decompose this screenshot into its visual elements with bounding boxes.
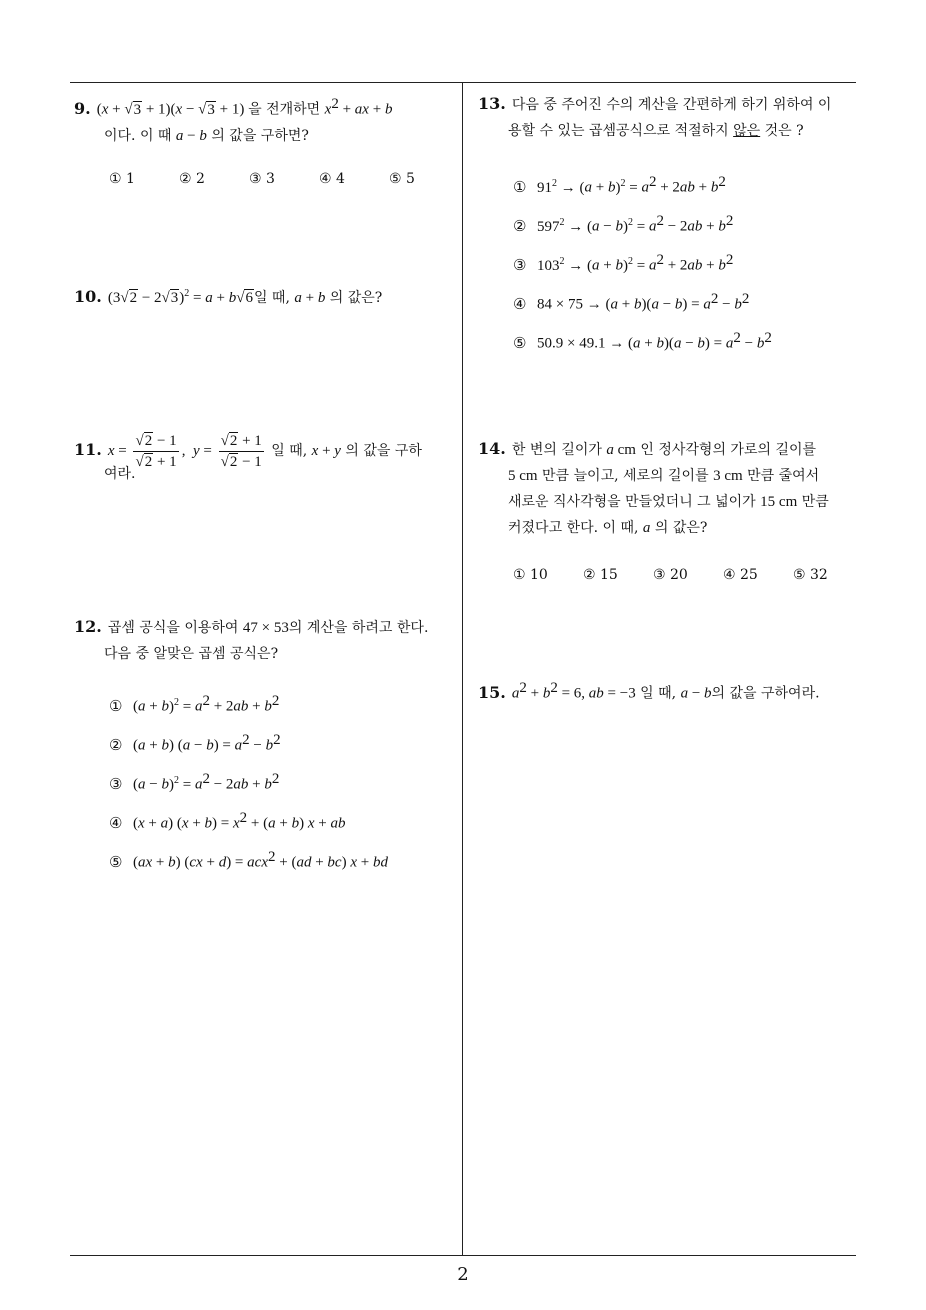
question-15: 15. $a^2 + b^2 = 6$, ab = −3 일 때, a − b의 값을 구하여라.: [478, 680, 820, 702]
option-4[interactable]: ④ $84 \times 75 \to (a + b)(a - b) = a^2 - b^2$: [513, 291, 750, 313]
question-text: 다음 중 주어진 수의 계산을 간편하게 하기 위하여 이: [511, 97, 832, 113]
question-number: 15.: [478, 682, 506, 702]
question-number: 9.: [74, 98, 91, 118]
question-text: 용할 수 있는 곱셈공식으로 적절하지: [508, 123, 729, 139]
option-2[interactable]: ② (a + b) $(a - b) = a^2 - b^2$: [109, 732, 281, 754]
option-1[interactable]: ① $91^2 \to (a + b)^2 = a^2 + 2ab + b^2$: [513, 174, 726, 196]
option-4[interactable]: ④ 4: [319, 171, 345, 187]
question-text: 일 때,: [640, 685, 677, 702]
question-text: 의 값을 구하면?: [211, 127, 309, 144]
option-3[interactable]: ③ 3: [249, 171, 275, 187]
question-text: 만큼 늘이고, 세로의 길이를: [542, 468, 709, 484]
option-4[interactable]: ④ 25: [723, 567, 758, 583]
option-2[interactable]: ② $597^2 \to (a - b)^2 = a^2 - 2ab + b^2$: [513, 213, 734, 235]
question-number: 13.: [478, 94, 506, 113]
question-10: 10. $(3√2 - 2√3)^2 = a + b√6$일 때, a + b 의 값은?: [74, 287, 383, 306]
question-text: 의 값을 구하: [345, 443, 422, 459]
option-5[interactable]: ⑤ (ax + b) (cx + d) = acx$^2$ + (ad + bc) x + bd: [109, 849, 388, 871]
option-3[interactable]: ③ 20: [653, 567, 688, 583]
question-14: 14. 한 변의 길이가 a cm 인 정사각형의 가로의 길이를 5 cm 만큼 늘이고, 세로의 길이를 3 cm 만큼 줄여서 새로운 직사각형을 만들었더니 그 넓이가 15 cm 만큼 커졌다고 한다. 이 때, a 의 값은?: [478, 439, 829, 536]
option-2[interactable]: ② 2: [179, 171, 205, 187]
emphasis-underline: 않은: [733, 123, 761, 139]
question-text: 의 값은?: [654, 520, 708, 536]
option-2[interactable]: ② 15: [583, 567, 618, 583]
option-3[interactable]: ③ $103^2 \to (a + b)^2 = a^2 + 2ab + b^2$: [513, 252, 734, 274]
question-12: 12. 곱셈 공식을 이용하여 47 × 53의 계산을 하려고 한다. 다음 중 알맞은 곱셈 공식은?: [74, 614, 458, 667]
question-text: 한 변의 길이가: [511, 442, 602, 458]
question-9: 9. (x + √3 + 1)(x − √3 + 1) 을 전개하면 $x^2$ + ax + b 이다. 이 때 a − b 의 값을 구하면?: [74, 96, 393, 144]
question-text: 새로운 직사각형을 만들었더니 그 넓이가: [508, 494, 756, 510]
fraction: $\frac{√2 + 1}{√2 - 1}$: [220, 432, 262, 470]
question-text: 을 전개하면: [248, 101, 321, 118]
question-number: 10.: [74, 287, 102, 306]
column-divider: [462, 83, 463, 1256]
question-text: 만큼 줄여서: [747, 468, 820, 484]
question-text: 이다. 이 때: [104, 127, 172, 144]
option-4[interactable]: ④ (x + a) $(x + b) = x^2 + (a + b) x$ + ab: [109, 810, 346, 832]
question-text: 의 값은?: [329, 290, 383, 306]
question-text: 인 정사각형의 가로의 길이를: [640, 442, 817, 458]
question-number: 14.: [478, 439, 506, 458]
answer-options: [513, 567, 843, 583]
question-11: 11. x = $\frac{√2 - 1}{√2 + 1}$ , y = $\frac{√2 + 1}{√2 - 1}$ 일 때, x + y 의 값을 구하 여라.: [74, 428, 458, 487]
answer-options: [109, 691, 388, 886]
option-3[interactable]: ③ $(a - b)^2 = a^2 - 2ab + b^2$: [109, 771, 280, 793]
question-text: 곱셈 공식을 이용하여: [107, 620, 239, 636]
question-text: 일 때,: [271, 443, 308, 459]
question-text: 의 계산을 하려고 한다.: [288, 620, 429, 636]
bottom-rule: [70, 1255, 856, 1256]
option-1[interactable]: ① $(a + b)^2 = a^2 + 2ab + b^2$: [109, 693, 280, 715]
top-rule: [70, 82, 856, 83]
fraction: $\frac{√2 - 1}{√2 + 1}$: [135, 432, 177, 470]
answer-options: [109, 171, 439, 187]
option-1[interactable]: ① 10: [513, 567, 548, 583]
question-text: 다음 중 알맞은 곱셈 공식은?: [104, 646, 279, 662]
answer-options: [513, 172, 772, 367]
option-1[interactable]: ① 1: [109, 171, 135, 187]
question-number: 12.: [74, 617, 102, 636]
question-13: [478, 91, 862, 144]
question-text: 커졌다고 한다. 이 때,: [508, 520, 639, 536]
question-text: 여라.: [104, 466, 136, 482]
option-5[interactable]: ⑤ 32: [793, 567, 828, 583]
question-text: 일 때,: [253, 290, 290, 306]
option-5[interactable]: ⑤ $50.9 \times 49.1 \to (a + b)(a - b) = a^2 - b^2$: [513, 330, 772, 352]
page-number: 2: [457, 1264, 469, 1285]
question-text: 것은 ?: [764, 123, 804, 139]
question-text: 만큼: [801, 494, 829, 510]
question-number: 11.: [74, 440, 102, 459]
question-text: 의 값을 구하여라.: [711, 685, 820, 702]
option-5[interactable]: ⑤ 5: [389, 171, 415, 187]
